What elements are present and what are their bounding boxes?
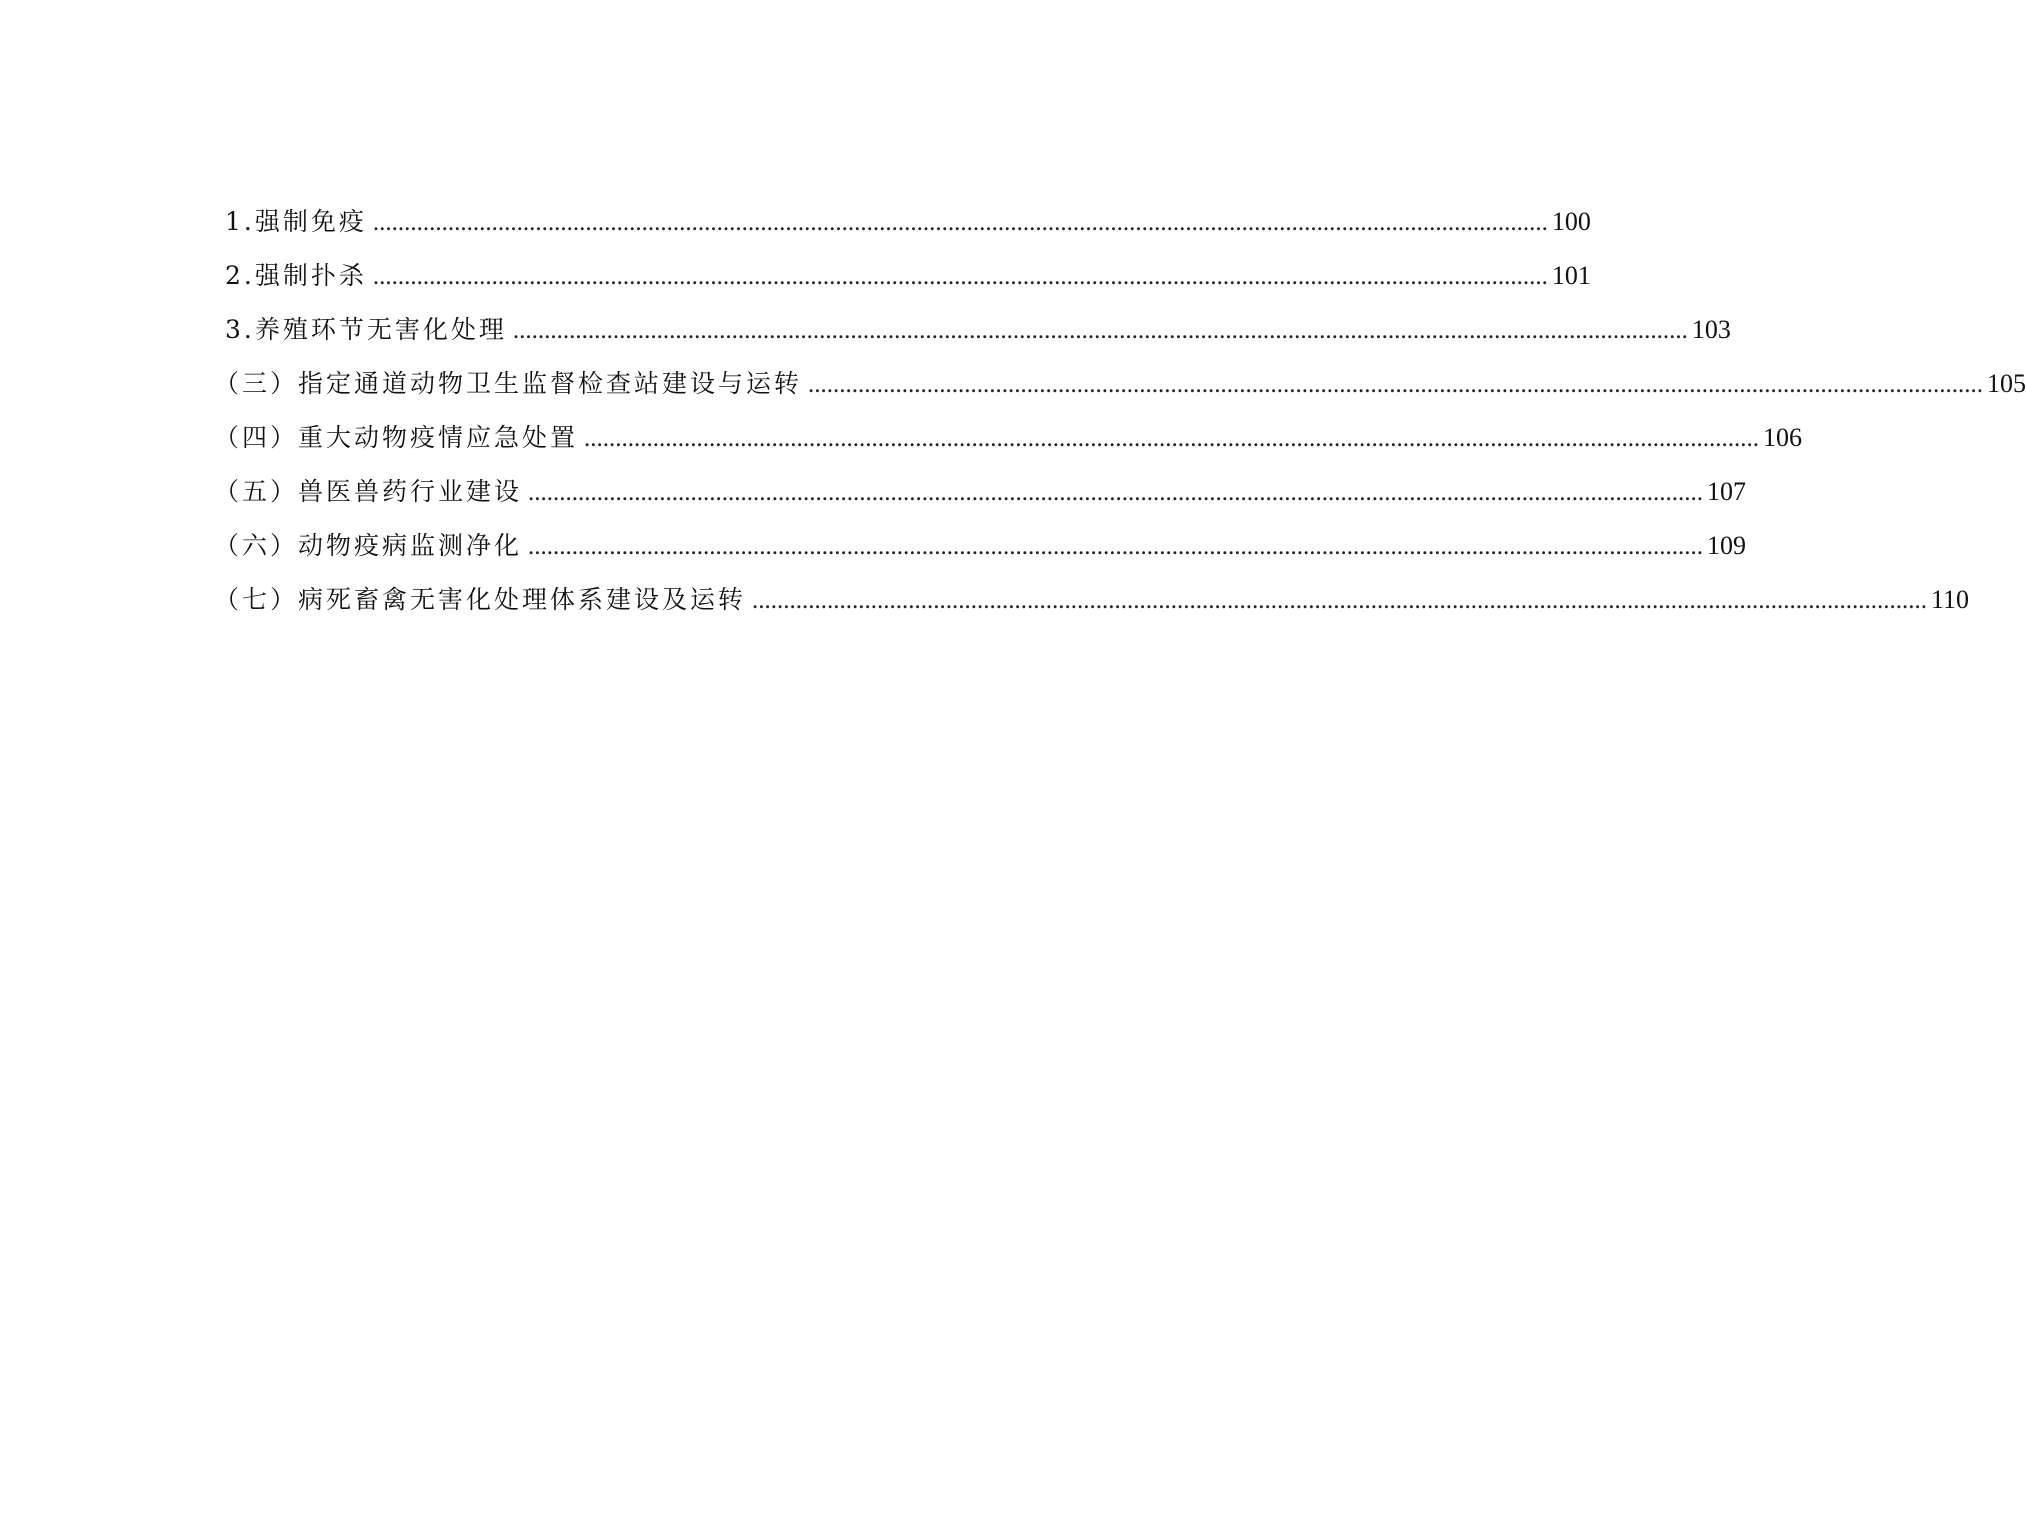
- toc-entry-title: 3.养殖环节无害化处理: [225, 315, 507, 344]
- toc-dot-leader: ............................................................................................................................................................................................: [528, 533, 1704, 560]
- toc-page-number: 103: [1691, 315, 1731, 344]
- toc-entry[interactable]: [214, 418, 1803, 458]
- toc-dot-leader: ............................................................................................................................................................................................: [372, 263, 1548, 290]
- toc-entry-title: （六）动物疫病监测净化: [214, 531, 523, 560]
- toc-dot-leader: ............................................................................................................................................................................................: [584, 425, 1760, 452]
- toc-dot-leader: ............................................................................................................................................................................................: [752, 587, 1928, 614]
- toc-page-number: 110: [1931, 585, 1970, 614]
- toc-dot-leader: ............................................................................................................................................................................................: [528, 479, 1704, 506]
- toc-entry-title: 2.强制扑杀: [225, 261, 367, 290]
- toc-entry-title: （五）兽医兽药行业建设: [214, 477, 523, 506]
- toc-entry[interactable]: [214, 364, 2026, 404]
- toc-page-number: 101: [1551, 261, 1591, 290]
- toc-page-number: 100: [1551, 207, 1591, 236]
- toc-dot-leader: ............................................................................................................................................................................................: [372, 209, 1548, 236]
- toc-dot-leader: ............................................................................................................................................................................................: [512, 317, 1688, 344]
- toc-page-number: 109: [1707, 531, 1747, 560]
- toc-dot-leader: ............................................................................................................................................................................................: [808, 371, 1984, 398]
- toc-entry-title: （四）重大动物疫情应急处置: [214, 423, 579, 452]
- toc-page-number: 107: [1707, 477, 1747, 506]
- toc-entry-title: （七）病死畜禽无害化处理体系建设及运转: [214, 585, 747, 614]
- toc-entry[interactable]: [214, 580, 1970, 620]
- toc-entry-title: 1.强制免疫: [225, 207, 367, 236]
- toc-entry[interactable]: [214, 472, 1747, 512]
- toc-page-number: 106: [1763, 423, 1803, 452]
- toc-entry[interactable]: [225, 256, 1591, 296]
- toc-entry-title: （三）指定通道动物卫生监督检查站建设与运转: [214, 369, 803, 398]
- toc-page-number: 105: [1987, 369, 2026, 398]
- toc-entry[interactable]: [214, 526, 1747, 566]
- toc-entry[interactable]: [225, 310, 1731, 350]
- toc-entry[interactable]: [225, 202, 1591, 242]
